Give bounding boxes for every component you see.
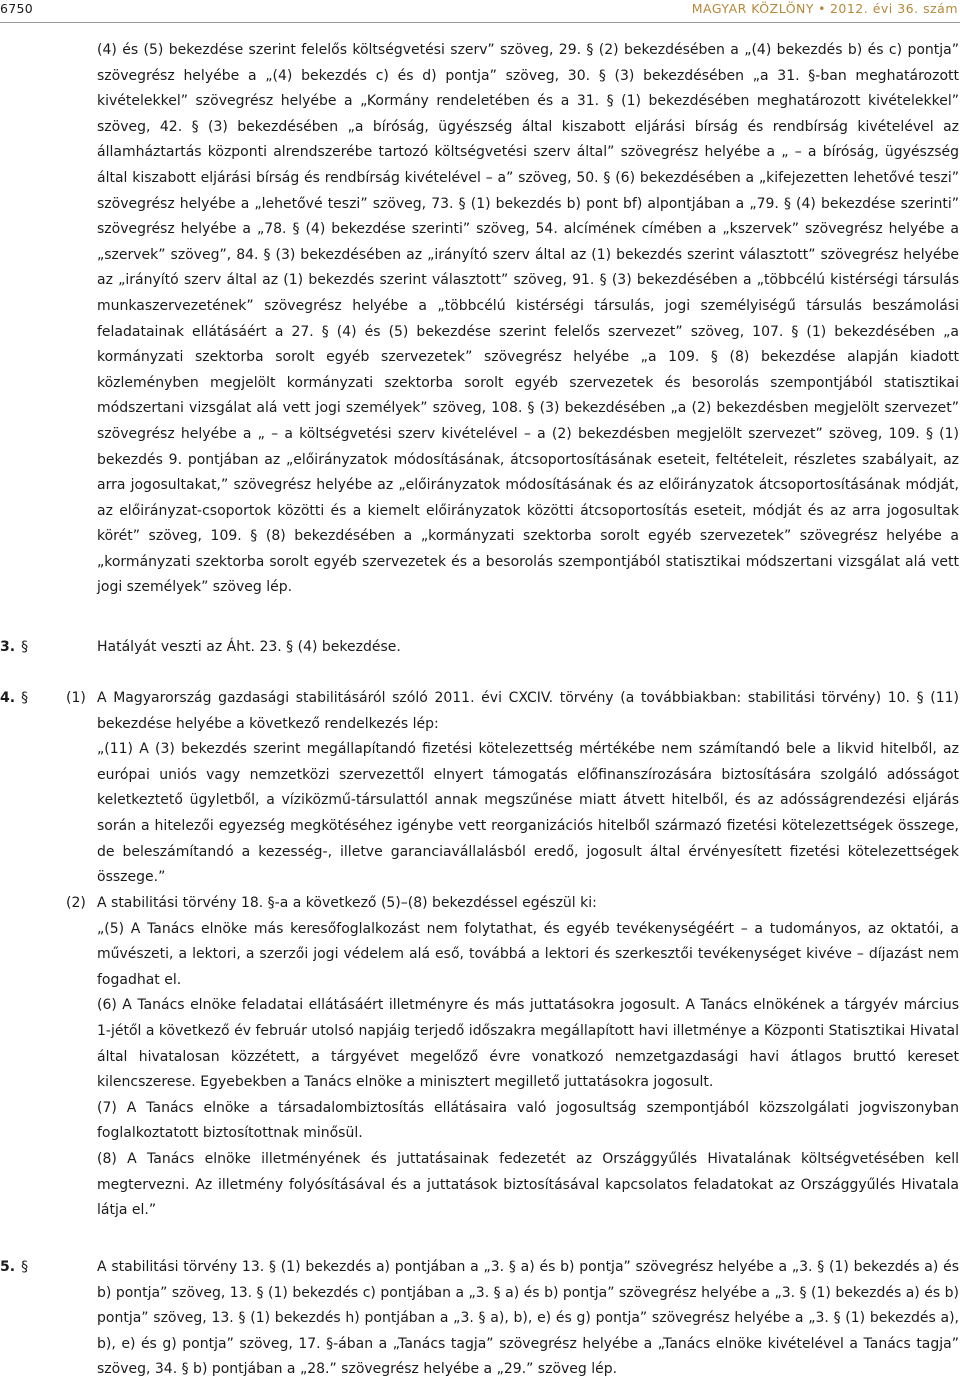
section-number: 4. xyxy=(0,690,16,706)
paragraph: A stabilitási törvény 18. §-a a következő (5)–(8) bekezdéssel egészül ki: xyxy=(97,895,597,911)
continuation-paragraph: (4) és (5) bekezdése szerint felelős költségvetési szerv” szöveg, 29. § (2) bekezdésében a „(4) bekezdés b) és c) pontja” szövegrész helyébe a „(4) bekezdés c) és d) pontja” szöveg, 30. § (3) bekezdésében „a 31. §-ban meghatározott kivételekkel” szövegrész helyébe a „Kormány rendeletében és a 31. § (1) bekezdésében meghatározott kivételekkel” szöveg, 42. § (3) bekezdésében „a bíróság, ügyészség által kiszabott eljárási bírság és rendbírság kivételével az államháztartás központi alrendszerébe tartozó költségvetési szerv által” szövegrész helyébe a „ – a bíróság, ügyészség által kiszabott eljárási bírság és rendbírság kivételével – a” szöveg, 50. § (6) bekezdésében a „kifejezetten lehetővé teszi” szövegrész helyébe a „lehetővé teszi” szöveg, 73. § (1) bekezdés b) pont bf) alpontjában a „79. § (4) bekezdése szerinti” szövegrész helyébe a „78. § (4) bekezdése szerinti” szöveg, 54. alcímének címében a „kszervek” szövegrész helyébe a „szervek” szöveg”, 84. § (3) bekezdésében az „irányító szerv által az (1) bekezdés szerint választott” szövegrész helyébe az „irányító szerv által az (1) bekezdés szerint választott” szöveg, 91. § (3) bekezdésében a „többcélú kistérségi társulás munkaszervezetének” szövegrész helyébe a „többcélú kistérségi társulás, jogi személyiségű társulás beszámolási feladatainak ellátásáért a 27. § (4) és (5) bekezdése szerint felelős szervezet” szöveg, 107. § (1) bekezdésében „a kormányzati szektorba sorolt egyéb szervezetek” szövegrész helyébe „a 109. § (8) bekezdése alapján kiadott közleményben megjelölt kormányzati szektorba sorolt egyéb szervezetek és besorolás szempontjából statisztikai módszertani vizsgálat alá vett jogi személyek” szöveg, 108. § (3) bekezdésében „a (2) bekezdésben megjelölt szervezet” szövegrész helyébe a „ – a költségvetési szerv kivételével – a (2) bekezdésben megjelölt szervezet” szöveg, 109. § (1) bekezdés 9. pontjában az „előirányzatok módosításának, átcsoportosításának eseteit, feltételeit, részletes szabályait, az arra jogosultakat,” szövegrész helyébe az „előirányzatok módosításának és az előirányzatok átcsoportosításának módját, az előirányzat-csoportok közötti és a kiemelt előirányzatok közötti átcsoportosítás eseteit, módját és az arra jogosultak körét” szöveg, 109. § (8) bekezdésében a „kormányzati szektorba sorolt egyéb szervezetek” szövegrész helyébe a „kormányzati szektorba sorolt egyéb szervezetek és a besorolás szempontjából statisztikai módszertani vizsgálat alá vett jogi személyek” szöveg lép. xyxy=(97,42,959,596)
section-sign: § xyxy=(21,639,29,655)
issue-label: 2012. évi 36. szám xyxy=(829,1,958,16)
subsection-text xyxy=(97,686,959,891)
quoted-paragraph: „(5) A Tanács elnöke más keresőfoglalkozást nem folytathat, és egyéb tevékenységéért – a tudományos, az oktatói, a művészeti, a lektori, a szerzői jogi védelem alá eső, továbbá a lektori és szerkesztői tevékenységet kivéve – díjazást nem fogadhat el. xyxy=(97,920,959,988)
journal-header xyxy=(692,1,958,16)
quoted-paragraph: „(11) A (3) bekezdés szerint megállapítandó fizetési kötelezettség mértékébe nem számítandó bele a likvid hitelből, az európai uniós vagy nemzetközi szervezettől elnyert támogatás előfinanszírozására biztosítására szolgáló adósságot keletkeztető ügyletből, a víziközmű-társulattól annak megszűnése miatt átvett hitelből, és az adósságrendezési eljárás során a hitelezői egyezség megkötéséhez igénybe vett reorganizációs hitelből származó fizetési kötelezettségek összege, de beleszámítandó a kezesség-, illetve garanciavállalásból eredő, jogosult által érvényesített fizetési kötelezettségek összege.” xyxy=(97,741,959,886)
page-number: 6750 xyxy=(0,1,34,16)
subsection-label: (1) xyxy=(66,690,86,706)
subsection-label: (2) xyxy=(66,895,86,911)
section-number: 5. xyxy=(0,1259,16,1275)
section-sign: § xyxy=(21,1259,29,1275)
section-text: Hatályát veszti az Áht. 23. § (4) bekezdése. xyxy=(97,639,401,655)
section-label xyxy=(0,1255,60,1281)
paragraph: A Magyarország gazdasági stabilitásáról szóló 2011. évi CXCIV. törvény (a továbbiakban: stabilitási törvény) 10. § (11) bekezdése helyébe a következő rendelkezés lép: xyxy=(97,690,959,732)
quoted-paragraph: (6) A Tanács elnöke feladatai ellátásáért illetményre és más juttatásokra jogosult. A Tanács elnökének a tárgyév március 1-jétől a következő év február utolsó napjáig terjedő időszakra megállapított havi illetménye a Központi Statisztikai Hivatal által hivatalosan közzétett, a tárgyévet megelőző évre vonatkozó nemzetgazdasági havi átlagos bruttó kereset kilencszerese. Egyebekben a Tanács elnöke a minisztert megillető juttatásokra jogosult. xyxy=(97,997,959,1091)
section-sign: § xyxy=(21,690,29,706)
section-number: 3. xyxy=(0,639,16,655)
section-label xyxy=(0,686,60,712)
page-header xyxy=(0,0,960,23)
journal-title: MAGYAR KÖZLÖNY xyxy=(691,1,815,16)
subsection-text xyxy=(97,891,959,1224)
section-text: A stabilitási törvény 13. § (1) bekezdés a) pontjában a „3. § a) és b) pontja” szövegrész helyébe a „3. § (1) bekezdés a) és b) pontja” szöveg, 13. § (1) bekezdés c) pontjában a „3. § a) és b) pontja” szövegrész helyébe a „3. § (1) bekezdés a) és b) pontja” szöveg, 13. § (1) bekezdés h) pontjában a „3. § a), b), e) és g) pontja” szövegrész helyébe a „3. § (1) bekezdés a), b), e) és g) pontja” szöveg, 17. §-ában a „Tanács tagja” szövegrész helyébe a „Tanács elnöke kivételével a Tanács tagja” szöveg, 34. § b) pontjában a „28.” szövegrész helyébe a „29.” szöveg lép. xyxy=(97,1259,959,1378)
quoted-paragraph: (8) A Tanács elnöke illetményének és juttatásainak fedezetét az Országgyűlés Hivatalának költségvetésében kell megtervezni. Az illetmény folyósításával és a juttatások biztosításával kapcsolatos feladatokat az Országgyűlés Hivatala látja el.” xyxy=(97,1150,959,1219)
section-label xyxy=(0,635,60,661)
quoted-paragraph: (7) A Tanács elnöke a társadalombiztosítás ellátásaira való jogosultság szempontjából közszolgálati jogviszonyban foglalkoztatott biztosítottnak minősül. xyxy=(97,1099,959,1142)
separator-dot: • xyxy=(818,1,826,16)
